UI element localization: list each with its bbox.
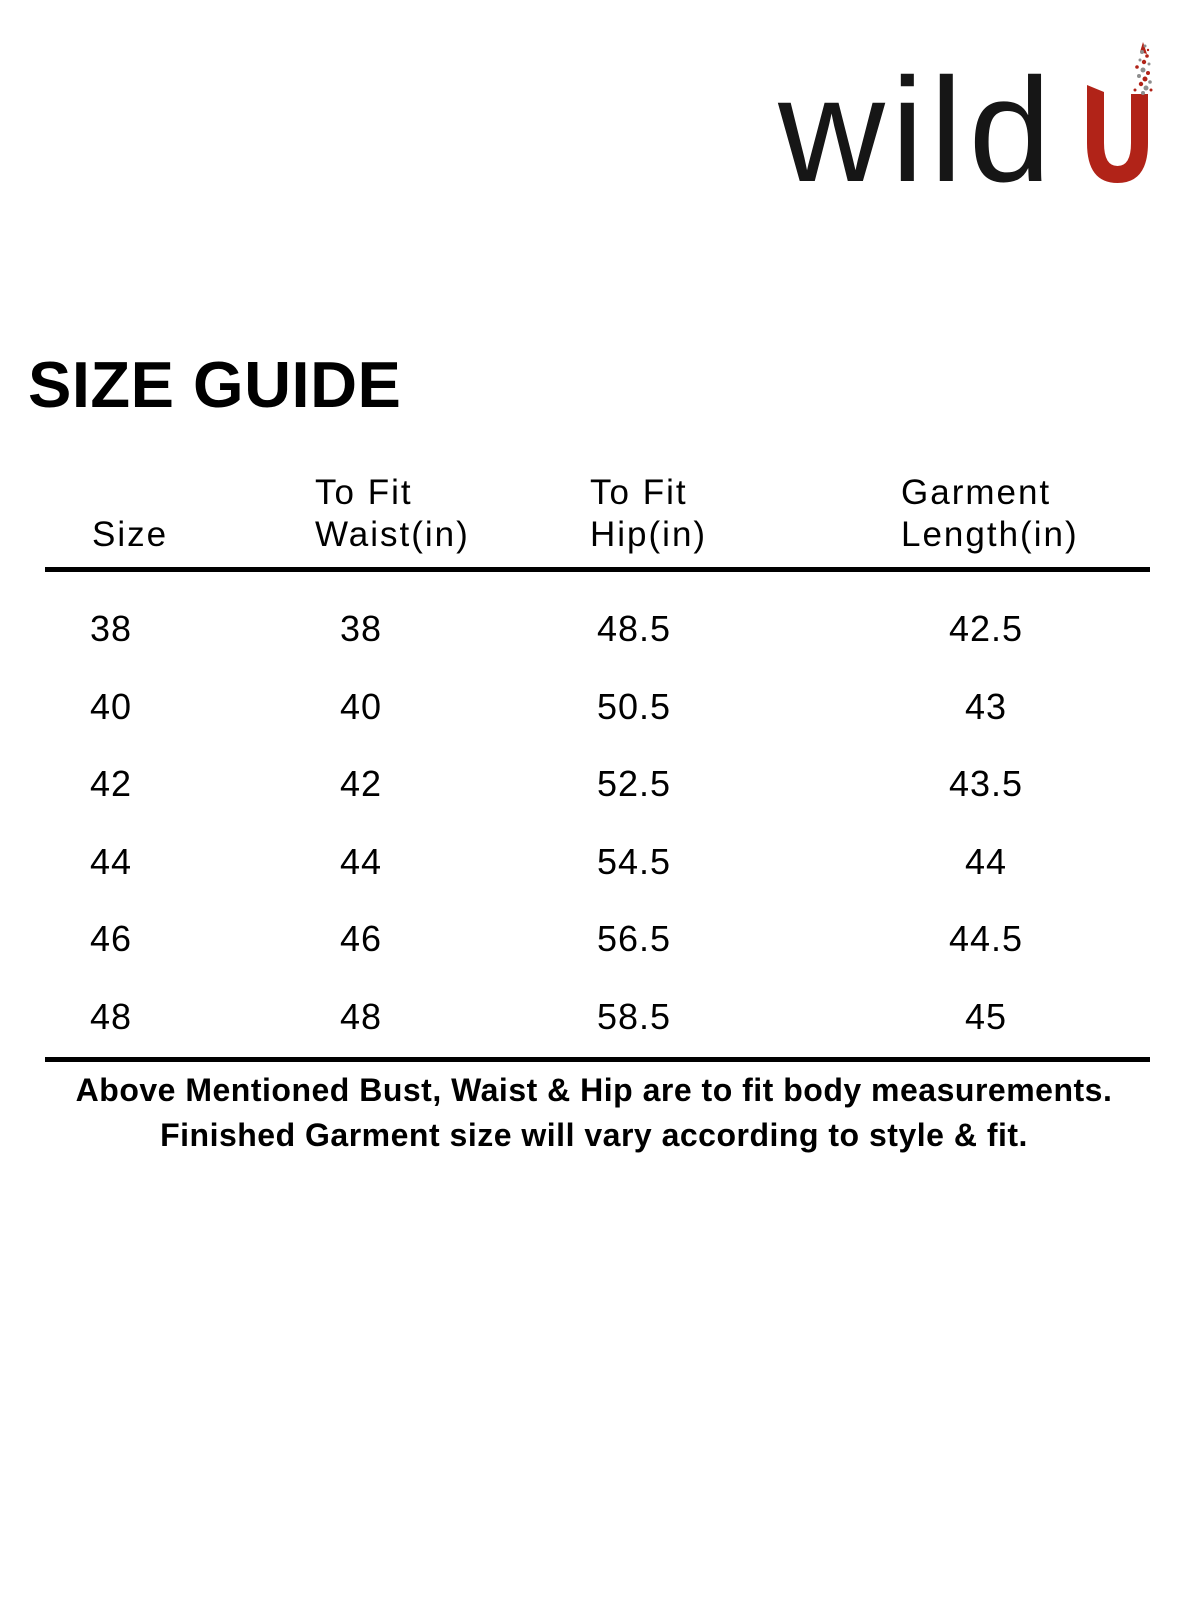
table-row [0,824,1200,900]
cell-size: 40 [89,686,133,727]
cell-hip: 54.5 [596,841,672,882]
cell-size: 38 [89,608,133,649]
table-row [0,979,1200,1055]
cell-length: 44.5 [948,918,1024,959]
col-header-waist [315,464,470,556]
cell-hip: 50.5 [596,686,672,727]
cell-size: 44 [89,841,133,882]
cell-waist: 48 [339,996,383,1037]
col-header-length-line1: Garment [901,473,1052,512]
page-title: SIZE GUIDE [28,348,402,421]
cell-length: 43.5 [948,763,1024,804]
table-row [0,901,1200,977]
col-header-hip [590,464,707,556]
table-row [0,746,1200,822]
cell-hip: 56.5 [596,918,672,959]
cell-length: 42.5 [948,608,1024,649]
measurement-note-line2: Finished Garment size will vary according to style & fit. [160,1117,1028,1153]
cell-waist: 38 [339,608,383,649]
cell-size: 46 [89,918,133,959]
cell-hip: 58.5 [596,996,672,1037]
col-header-length-line2: Length(in) [901,515,1079,554]
cell-waist: 42 [339,763,383,804]
cell-size: 48 [89,996,133,1037]
measurement-note [0,1068,1188,1158]
cell-hip: 52.5 [596,763,672,804]
col-header-hip-line2: Hip(in) [590,515,708,554]
cell-length: 43 [964,686,1008,727]
cell-hip: 48.5 [596,608,672,649]
cell-length: 45 [964,996,1008,1037]
table-row [0,669,1200,745]
col-header-length [901,464,1079,556]
col-header-size [92,464,168,556]
cell-length: 44 [964,841,1008,882]
table-bottom-rule [45,1057,1150,1062]
col-header-hip-line1: To Fit [590,473,688,512]
cell-waist: 44 [339,841,383,882]
brand-wordmark: wild [778,48,1057,213]
cell-waist: 40 [339,686,383,727]
col-header-waist-line1: To Fit [315,473,413,512]
cell-waist: 46 [339,918,383,959]
table-row [0,591,1200,667]
table-top-rule [45,567,1150,572]
cell-size: 42 [89,763,133,804]
col-header-size-line2: Size [92,515,169,554]
measurement-note-line1: Above Mentioned Bust, Waist & Hip are to fit body measurements. [75,1072,1113,1108]
col-header-waist-line2: Waist(in) [315,515,470,554]
brand-u-icon [1087,40,1155,190]
